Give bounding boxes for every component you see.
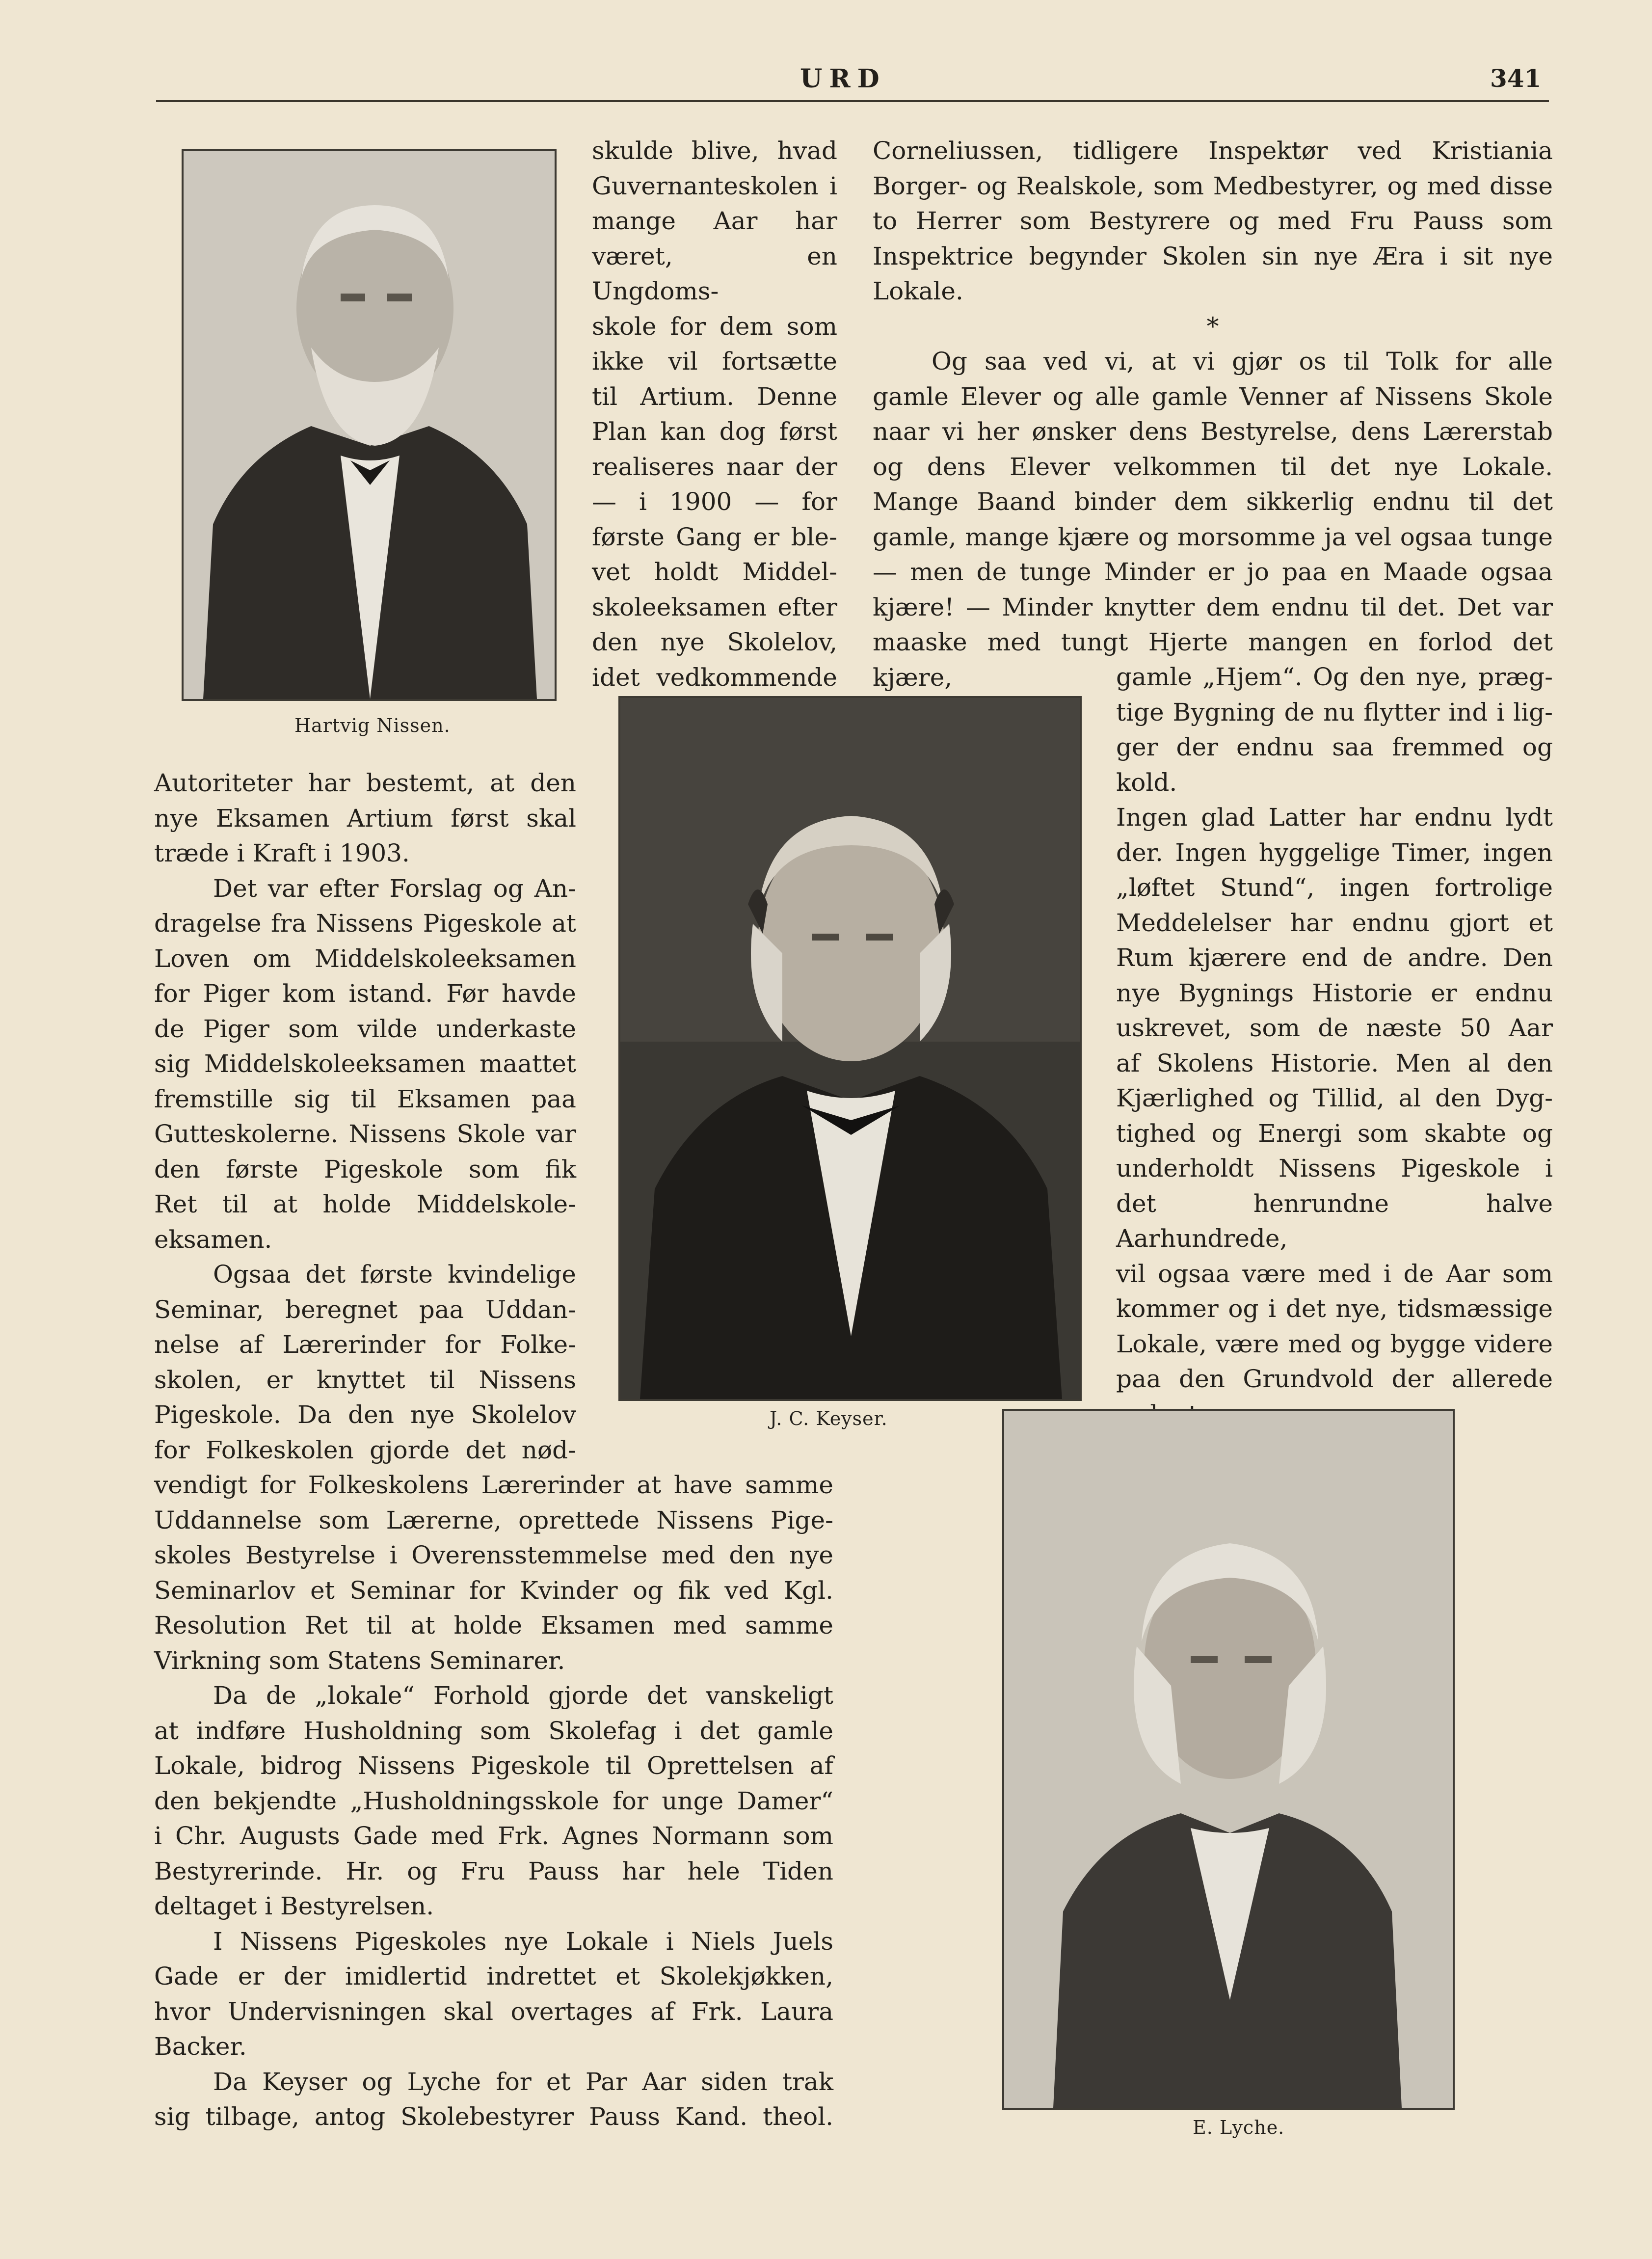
caption-jc-keyser: J. C. Keyser. [770, 1408, 888, 1429]
text-line: gamle „Hjem“. Og den nye, præg- [1116, 663, 1553, 691]
text-line: Lokale, være med og bygge videre [1116, 1329, 1553, 1358]
text-line: Borger- og Realskole, som Medbestyrer, og med disse [873, 171, 1553, 200]
header-rule [156, 100, 1549, 102]
text-line: realiseres naar der [592, 452, 837, 481]
right-top-text [873, 134, 1553, 695]
text-line: Meddelelser har endnu gjort et [1116, 908, 1553, 937]
text-line: af Skolens Historie. Men al den [1116, 1049, 1553, 1077]
text-line: ger der endnu saa fremmed og kold. [1116, 733, 1553, 797]
text-line: Gutteskolerne. Nissens Skole var [154, 1120, 576, 1148]
text-line: kommer og i det nye, tidsmæssige [1116, 1294, 1553, 1323]
text-line: Corneliussen, tidligere Inspektør ved Kristiania [873, 136, 1553, 165]
left-text-column [154, 766, 576, 1468]
text-line: vet holdt Middel- [592, 558, 837, 586]
text-line: Guvernanteskolen i [592, 171, 837, 200]
caption-e-lyche: E. Lyche. [1193, 2117, 1285, 2138]
text-line: Autoriteter har bestemt, at den [154, 769, 576, 797]
text-line: det henrundne halve Aarhundrede, [1116, 1189, 1553, 1253]
text-line: Rum kjærere end de andre. Den [1116, 943, 1553, 972]
text-line: sig tilbage, antog Skolebestyrer Pauss Kand. theol. [154, 2102, 833, 2131]
text-line: to Herrer som Bestyrere og med Fru Pauss som [873, 207, 1553, 235]
text-line: Seminar, beregnet paa Uddan- [154, 1295, 576, 1324]
text-line: Resolution Ret til at holde Eksamen med samme [154, 1611, 833, 1640]
text-line: Gade er der imidlertid indrettet et Skolekjøkken, [154, 1962, 833, 1990]
text-line: skole for dem som [592, 312, 837, 341]
text-line: nye Eksamen Artium først skal [154, 804, 576, 833]
text-line: de Piger som vilde underkaste [154, 1014, 576, 1043]
text-line: Inspektrice begynder Skolen sin nye Æra i sit nye [873, 242, 1553, 270]
text-line: vendigt for Folkeskolens Lærerinder at have samme [154, 1471, 833, 1499]
running-head: URD [800, 64, 886, 94]
text-line: skulde blive, hvad [592, 136, 837, 165]
text-line: ikke vil fortsætte [592, 347, 837, 376]
text-line: der. Ingen hyggelige Timer, ingen [1116, 838, 1553, 867]
text-line: til Artium. Denne [592, 382, 837, 411]
text-line: Plan kan dog først [592, 417, 837, 446]
caption-hartvig-nissen: Hartvig Nissen. [294, 715, 451, 736]
portrait-hartvig-nissen [182, 149, 557, 701]
text-line: Ogsaa det første kvindelige [213, 1260, 576, 1289]
text-line: eksamen. [154, 1225, 272, 1254]
text-line: paa den Grundvold der allerede [1116, 1365, 1553, 1393]
text-line: vil ogsaa være med i de Aar som [1116, 1259, 1553, 1288]
text-line: tige Bygning de nu flytter ind i lig- [1116, 698, 1553, 726]
text-line: mange Aar har [592, 207, 837, 235]
text-line: Backer. [154, 2032, 247, 2061]
text-line: uskrevet, som de næste 50 Aar [1116, 1014, 1553, 1042]
text-line: fremstille sig til Eksamen paa [154, 1084, 576, 1113]
text-line: skoleeksamen efter [592, 592, 837, 621]
text-line: i Chr. Augusts Gade med Frk. Agnes Normann som [154, 1822, 833, 1850]
text-line: Ingen glad Latter har endnu lydt [1116, 803, 1553, 832]
text-line: dragelse fra Nissens Pigeskole at [154, 909, 576, 938]
portrait-e-lyche [1002, 1409, 1455, 2110]
text-line: gamle Elever og alle gamle Venner af Nissens Skole [873, 382, 1553, 411]
text-line: Da de „lokale“ Forhold gjorde det vanskeligt [213, 1681, 833, 1710]
text-line: Uddannelse som Lærerne, oprettede Nissens Pige- [154, 1506, 833, 1534]
text-line: deltaget i Bestyrelsen. [154, 1892, 434, 1920]
left-wide-text-column [154, 1468, 833, 2135]
text-line: „løftet Stund“, ingen fortrolige [1116, 873, 1553, 902]
text-line: og dens Elever velkommen til det nye Lokale. [873, 452, 1553, 481]
text-line: Loven om Middelskoleeksamen [154, 944, 576, 973]
text-line: maaske med tungt Hjerte mangen en forlod det kjære, [873, 628, 1553, 692]
text-line: hvor Undervisningen skal overtages af Frk. Laura [154, 1997, 833, 2026]
text-line: tighed og Energi som skabte og [1116, 1119, 1553, 1148]
text-line: nelse af Lærerinder for Folke- [154, 1330, 576, 1359]
narrow-text-column [592, 134, 837, 695]
section-separator: * [1206, 312, 1219, 341]
text-line: — men de tunge Minder er jo paa en Maade ogsaa [873, 558, 1553, 586]
text-line: Og saa ved vi, at vi gjør os til Tolk for alle [932, 347, 1553, 376]
text-line: den første Pigeskole som fik [154, 1155, 576, 1183]
text-line: Virkning som Statens Seminarer. [154, 1646, 565, 1675]
text-line: Det var efter Forslag og An- [213, 874, 576, 903]
text-line: Lokale. [873, 277, 963, 305]
text-line: underholdt Nissens Pigeskole i [1116, 1154, 1553, 1183]
text-line: været, en Ungdoms- [592, 242, 837, 305]
text-line: den nye Skolelov, [592, 628, 837, 656]
right-narrow-text-column [1116, 660, 1553, 1432]
text-line: den bekjendte „Husholdningsskole for unge Damer“ [154, 1786, 833, 1815]
text-line: idet vedkommende [592, 663, 837, 692]
portrait-jc-keyser [618, 696, 1082, 1401]
text-line: Ret til at holde Middelskole- [154, 1190, 576, 1218]
text-line: kjære! — Minder knytter dem endnu til det. Det var [873, 592, 1553, 621]
text-line: træde i Kraft i 1903. [154, 839, 410, 867]
text-line: Pigeskole. Da den nye Skolelov [154, 1400, 576, 1429]
text-line: Mange Baand binder dem sikkerlig endnu til det [873, 487, 1553, 516]
text-line: Bestyrerinde. Hr. og Fru Pauss har hele Tiden [154, 1856, 833, 1885]
text-line: — i 1900 — for [592, 487, 837, 516]
text-line: Lokale, bidrog Nissens Pigeskole til Oprettelsen af [154, 1751, 833, 1780]
text-line: første Gang er ble- [592, 522, 837, 551]
text-line: skoles Bestyrelse i Overensstemmelse med den nye [154, 1541, 833, 1569]
text-line: I Nissens Pigeskoles nye Lokale i Niels Juels [213, 1927, 833, 1956]
text-line: gamle, mange kjære og morsomme ja vel ogsaa tunge [873, 522, 1553, 551]
page-number: 341 [1490, 64, 1542, 93]
text-line: Da Keyser og Lyche for et Par Aar siden trak [213, 2067, 833, 2096]
text-line: Seminarlov et Seminar for Kvinder og fik ved Kgl. [154, 1576, 833, 1605]
text-line: sig Middelskoleeksamen maattet [154, 1049, 576, 1078]
text-line: nye Bygnings Historie er endnu [1116, 978, 1553, 1007]
text-line: skolen, er knyttet til Nissens [154, 1365, 576, 1394]
text-line: Kjærlighed og Tillid, al den Dyg- [1116, 1084, 1553, 1112]
text-line: at indføre Husholdning som Skolefag i det gamle [154, 1716, 833, 1745]
text-line: naar vi her ønsker dens Bestyrelse, dens Lærerstab [873, 417, 1553, 446]
text-line: for Folkeskolen gjorde det nød- [154, 1435, 576, 1464]
text-line: for Piger kom istand. Før havde [154, 979, 576, 1008]
